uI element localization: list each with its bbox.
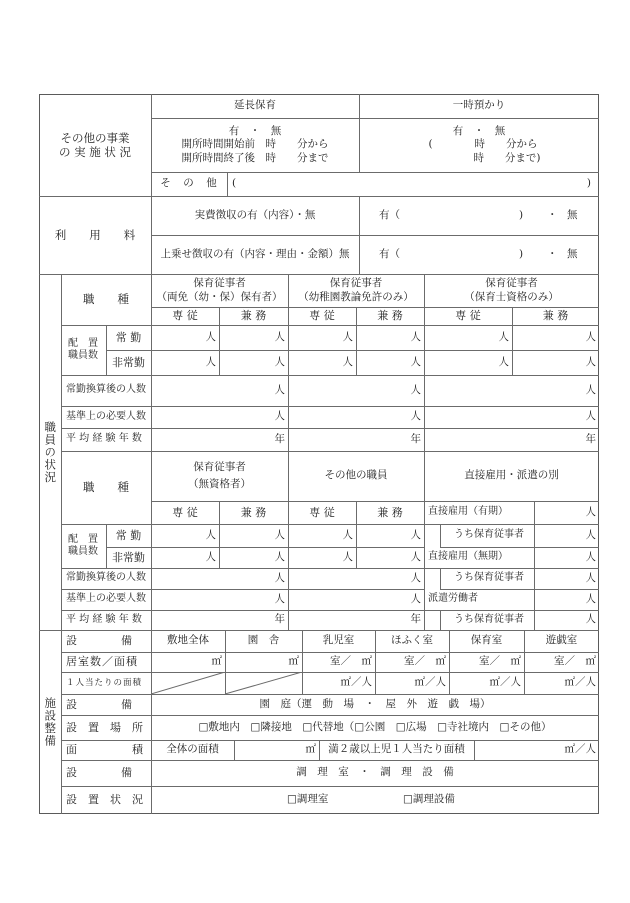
surcharge-yes[interactable]: 有（ [379, 247, 400, 260]
header-line2: （保育士資格のみ） [464, 290, 559, 303]
col-site-total: 敷地全体 [167, 634, 209, 647]
rooms-area-label: 居室数／面積 [66, 655, 138, 669]
header-line2: （幼稚園教論免許のみ） [298, 290, 414, 303]
col-nursery-room: 保育室 [470, 634, 503, 647]
input-cell[interactable]: ㎡／人 [414, 676, 446, 689]
input-cell[interactable]: 人 [274, 528, 285, 541]
input-cell[interactable]: 人 [274, 330, 285, 343]
input-cell[interactable]: 人 [498, 330, 509, 343]
staff-side-label: 職員の状況 [43, 420, 58, 484]
input-cell[interactable]: 人 [585, 613, 596, 626]
input-cell[interactable]: 年 [585, 432, 596, 445]
fte-label: 常勤換算後の人数 [66, 572, 146, 584]
kitchen-equipment-checkbox[interactable]: □調理設備 [403, 793, 455, 806]
diagonal-strike [151, 672, 302, 694]
facility-side-label: 施設整備 [43, 697, 58, 747]
concurrent-header: 兼 務 [240, 505, 267, 519]
placement-label-1 [61, 325, 106, 375]
kitchen-status[interactable] [151, 786, 599, 814]
input-cell[interactable]: 室／ ㎡ [554, 655, 596, 668]
fees-label: 利 用 料 [54, 227, 136, 242]
placement-label-2 [61, 524, 106, 568]
input-cell[interactable]: ㎡／人 [564, 676, 596, 689]
location-label: 設 置 場 所 [66, 720, 143, 734]
employment-row-label: 直接雇用（無期） [428, 551, 508, 563]
temporary-care-yes-no[interactable]: 有 ・ 無 [452, 125, 506, 138]
col-infant-room: 乳児室 [322, 634, 355, 647]
input-cell[interactable]: 年 [274, 613, 285, 626]
input-cell[interactable]: 人 [205, 550, 216, 563]
input-cell[interactable]: 年 [274, 432, 285, 445]
other-services-label-line2: の 実 施 状 況 [58, 145, 132, 159]
input-cell[interactable]: 人 [274, 592, 285, 605]
col-building: 園 舎 [247, 634, 280, 647]
avg-years-label: 平 均 経 験 年 数 [66, 613, 142, 625]
surcharge-dot: ・ [547, 247, 558, 260]
per-person-text: １人当たりの面積 [66, 677, 143, 688]
other-staff-header: その他の職員 [324, 469, 388, 482]
staff-group1-col3-header [424, 274, 599, 307]
input-cell[interactable]: 人 [585, 383, 596, 396]
input-cell[interactable]: 人 [410, 410, 421, 423]
placement-line1: 配 置 [68, 533, 98, 545]
staff-job-type-1: 職 種 [83, 292, 129, 307]
yard-header: 園 庭（運 動 場 ・ 屋 外 遊 戯 場） [259, 697, 491, 710]
input-cell[interactable]: 人 [585, 410, 596, 423]
input-cell[interactable]: 人 [410, 528, 421, 541]
equipment-label: 設 備 [66, 766, 132, 780]
surcharge-none[interactable]: 無 [567, 247, 578, 260]
concurrent-header: 兼 務 [240, 309, 267, 323]
full-time-label: 常 勤 [115, 330, 142, 344]
dedicated-header: 専 従 [309, 309, 335, 323]
input-cell[interactable]: 人 [205, 330, 216, 343]
employment-row-label: 直接雇用（有期） [428, 506, 508, 518]
temporary-care-until: 時 分まで) [473, 151, 541, 164]
header-line1: 保育従事者 [193, 461, 246, 474]
kitchen-room-checkbox[interactable]: □調理室 [287, 793, 329, 806]
col-crawling-room: ほふく室 [391, 634, 433, 647]
input-cell[interactable]: 人 [498, 355, 509, 368]
location-options[interactable]: □敷地内 □隣接地 □代替地（□公園 □広場 □寺社境内 □その他） [198, 720, 552, 733]
per-child-area-label: 満２歳以上児１人当たり面積 [328, 743, 465, 756]
dedicated-header: 専 従 [172, 309, 198, 323]
avg-years-label: 平 均 経 験 年 数 [66, 433, 142, 445]
surcharge-input[interactable] [359, 235, 599, 274]
total-area-input[interactable]: ㎡ [305, 743, 316, 756]
input-cell[interactable]: 人 [410, 592, 421, 605]
input-cell[interactable]: 人 [410, 550, 421, 563]
temporary-care-header: 一時預かり [452, 99, 506, 112]
header-line1: 保育従事者 [193, 277, 246, 290]
staff-job-type-2: 職 種 [83, 480, 129, 495]
header-line2: （両免（幼・保）保有者） [156, 290, 283, 303]
part-time-label: 非常勤 [112, 550, 145, 564]
input-cell[interactable]: 人 [410, 571, 421, 584]
input-cell[interactable]: 人 [274, 410, 285, 423]
extended-care-after-close: 開所時間終了後 時 分まで [181, 151, 329, 164]
placement-line1: 配 置 [68, 337, 98, 349]
input-cell[interactable]: 人 [585, 528, 596, 541]
unqualified-header [151, 451, 288, 501]
placement-line2: 職員数 [68, 546, 98, 557]
employment-row-label: うち保育従事者 [454, 529, 524, 541]
col-playroom: 遊戯室 [545, 634, 578, 647]
dedicated-header: 専 従 [455, 309, 481, 323]
dedicated-header: 専 従 [309, 505, 335, 519]
full-time-label: 常 勤 [115, 528, 142, 542]
input-cell[interactable]: 年 [410, 432, 421, 445]
extended-care-details[interactable] [151, 118, 359, 172]
input-cell[interactable]: 人 [585, 592, 596, 605]
other-services-label-line1: その他の事業 [60, 130, 130, 145]
input-cell[interactable]: 人 [205, 528, 216, 541]
extended-care-yes-no[interactable]: 有 ・ 無 [228, 125, 282, 138]
input-cell[interactable]: 人 [585, 330, 596, 343]
input-cell[interactable]: 室／ ㎡ [404, 655, 446, 668]
area-label: 面 積 [66, 743, 143, 757]
staff-group1-col1-header [151, 274, 288, 307]
input-cell[interactable]: 人 [410, 330, 421, 343]
other-close-paren: ) [586, 177, 591, 190]
equipment-label: 設 備 [66, 697, 132, 711]
extended-care-header: 延長保育 [234, 99, 276, 112]
input-cell[interactable]: 人 [585, 505, 596, 518]
header-line1: 保育従事者 [329, 277, 383, 290]
concurrent-header: 兼 務 [377, 505, 403, 519]
actual-cost-none[interactable]: 無 [567, 208, 578, 221]
header-line2: （無資格者） [188, 477, 251, 490]
install-status-label: 設 置 状 況 [66, 793, 143, 807]
actual-cost-close: ) [519, 208, 524, 221]
header-line1: 保育従事者 [485, 277, 538, 290]
equipment-label: 設 備 [66, 634, 132, 648]
input-cell[interactable]: 人 [585, 355, 596, 368]
required-label: 基準上の必要人数 [66, 593, 146, 605]
temporary-care-details[interactable] [359, 118, 599, 172]
input-cell[interactable]: ㎡／人 [340, 676, 372, 689]
employment-row-label: 派遣労働者 [428, 593, 478, 605]
input-cell[interactable]: ㎡ [288, 655, 299, 668]
required-label: 基準上の必要人数 [66, 410, 146, 422]
input-cell[interactable]: 人 [274, 550, 285, 563]
input-cell[interactable]: 人 [342, 528, 353, 541]
employment-type-header: 直接雇用・派遣の別 [464, 469, 559, 482]
input-cell[interactable]: 室／ ㎡ [479, 655, 521, 668]
input-cell[interactable]: ㎡ [211, 655, 222, 668]
input-cell[interactable]: 人 [274, 383, 285, 396]
extended-care-before-open: 開所時間開始前 時 分から [181, 138, 329, 151]
staff-group1-col2-header [288, 274, 424, 307]
input-cell[interactable]: ㎡／人 [489, 676, 521, 689]
actual-cost-dot: ・ [547, 208, 558, 221]
other-input[interactable] [227, 172, 599, 196]
input-cell[interactable]: 人 [410, 383, 421, 396]
other-open-paren: ( [232, 177, 237, 190]
surcharge-close: ) [519, 247, 524, 260]
part-time-label: 非常勤 [112, 355, 145, 369]
actual-cost-yes[interactable]: 有（ [379, 208, 400, 221]
employment-row-label: うち保育従事者 [454, 572, 524, 584]
per-child-area-input[interactable]: ㎡／人 [564, 743, 596, 756]
placement-line2: 職員数 [68, 350, 98, 361]
input-cell[interactable]: 人 [205, 355, 216, 368]
input-cell[interactable]: 室／ ㎡ [330, 655, 372, 668]
concurrent-header: 兼 務 [377, 309, 403, 323]
concurrent-header: 兼 務 [542, 309, 569, 323]
input-cell[interactable]: 人 [342, 355, 353, 368]
input-cell[interactable]: 人 [342, 330, 353, 343]
input-cell[interactable]: 年 [410, 613, 421, 626]
kitchen-header: 調 理 室 ・ 調 理 設 備 [296, 766, 454, 779]
input-cell[interactable]: 人 [410, 355, 421, 368]
input-cell[interactable]: 人 [585, 571, 596, 584]
input-cell[interactable]: 人 [274, 355, 285, 368]
actual-cost-label: 実費徴収の有（内容）・無 [194, 208, 316, 221]
dedicated-header: 専 従 [172, 505, 198, 519]
per-person-label [61, 672, 151, 694]
employment-row-label: うち保育従事者 [454, 613, 524, 625]
input-cell[interactable]: 人 [585, 550, 596, 563]
fte-label: 常勤換算後の人数 [66, 384, 146, 396]
surcharge-label: 上乗せ徴収の有（内容・理由・金額）無 [160, 247, 350, 260]
temporary-care-from: ( 時 分から [428, 138, 538, 151]
other-services-label [39, 94, 151, 196]
total-area-label: 全体の面積 [166, 743, 219, 756]
other-label: そ の 他 [160, 177, 218, 190]
input-cell[interactable]: 人 [342, 550, 353, 563]
input-cell[interactable]: 人 [274, 571, 285, 584]
actual-cost-input[interactable] [359, 196, 599, 235]
